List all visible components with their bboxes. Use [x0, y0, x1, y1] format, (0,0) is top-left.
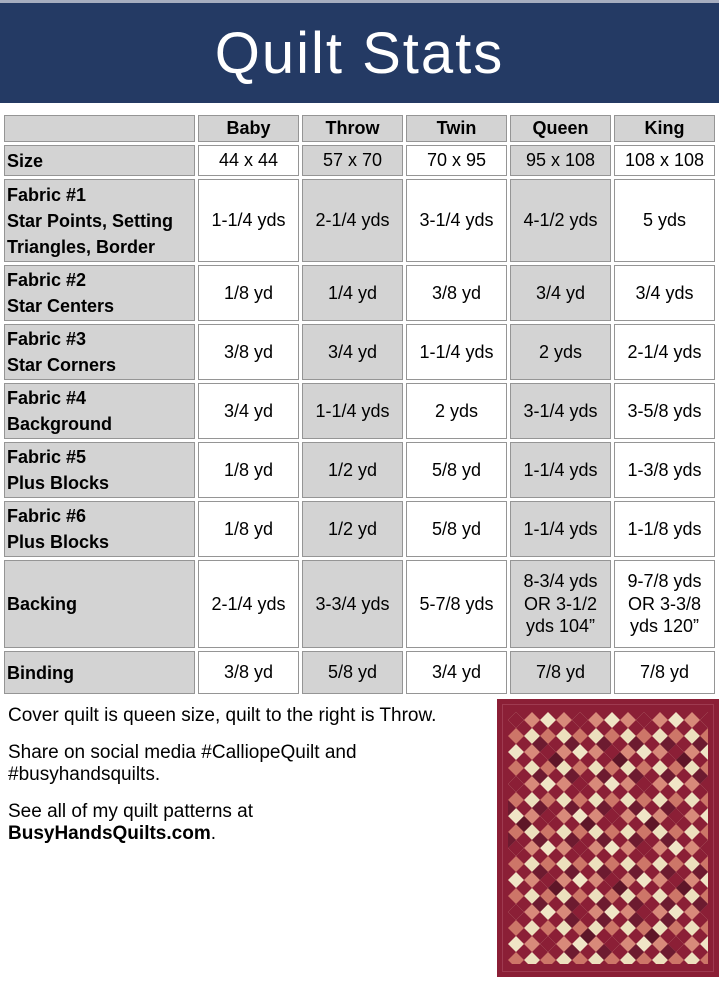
footer	[0, 699, 719, 977]
stats-cell: 2-1/4 yds	[614, 324, 715, 380]
row-label-line: Star Corners	[7, 355, 117, 375]
row-label-line: Star Points, Setting	[7, 210, 174, 231]
corner-cell	[4, 115, 195, 142]
table-row	[4, 651, 715, 694]
column-header: Twin	[406, 115, 507, 142]
site-link: BusyHandsQuilts.com	[8, 823, 211, 845]
column-header: Queen	[510, 115, 611, 142]
stats-cell: 95 x 108	[510, 145, 611, 176]
stats-cell: 9-7/8 yds OR 3-3/8 yds 120”	[614, 560, 715, 648]
stats-cell: 5/8 yd	[302, 651, 403, 694]
page-title: Quilt Stats	[214, 20, 505, 86]
row-label	[4, 265, 195, 321]
notes	[0, 699, 497, 977]
stats-cell: 57 x 70	[302, 145, 403, 176]
cover-note: Cover quilt is queen size, quilt to the right is Throw.	[8, 705, 437, 726]
see-note-suffix: .	[210, 823, 216, 845]
row-label-line: Fabric #2	[7, 270, 87, 290]
stats-table	[1, 112, 718, 697]
stats-cell: 2 yds	[406, 383, 507, 439]
stats-cell: 3/4 yds	[614, 265, 715, 321]
stats-cell: 1/8 yd	[198, 501, 299, 557]
table-row	[4, 179, 715, 262]
stats-cell: 3-5/8 yds	[614, 383, 715, 439]
row-label-line: Fabric #5	[7, 447, 87, 467]
row-label	[4, 324, 195, 380]
row-label-line: Fabric #1	[7, 184, 87, 205]
stats-cell: 3-1/4 yds	[510, 383, 611, 439]
table-row	[4, 145, 715, 176]
title-banner	[0, 3, 719, 103]
stats-cell: 3/4 yd	[302, 324, 403, 380]
table-row	[4, 324, 715, 380]
column-header: King	[614, 115, 715, 142]
stats-cell: 8-3/4 yds OR 3-1/2 yds 104”	[510, 560, 611, 648]
row-label	[4, 501, 195, 557]
row-label-line: Plus Blocks	[7, 532, 110, 552]
stats-cell: 1/8 yd	[198, 265, 299, 321]
stats-cell: 1/2 yd	[302, 501, 403, 557]
row-label	[4, 145, 195, 176]
column-header: Baby	[198, 115, 299, 142]
quilt-image	[497, 699, 719, 977]
row-label	[4, 383, 195, 439]
stats-cell: 3-1/4 yds	[406, 179, 507, 262]
share-note: Share on social media #CalliopeQuilt and #busyhandsquilts.	[8, 742, 357, 786]
row-label-line: Triangles, Border	[7, 236, 156, 257]
row-label-line: Background	[7, 414, 113, 434]
stats-cell: 3/8 yd	[406, 265, 507, 321]
stats-cell: 7/8 yd	[510, 651, 611, 694]
stats-cell: 108 x 108	[614, 145, 715, 176]
stats-cell: 5/8 yd	[406, 501, 507, 557]
stats-cell: 1-1/4 yds	[510, 501, 611, 557]
stats-table-head	[4, 115, 715, 142]
stats-cell: 5/8 yd	[406, 442, 507, 498]
table-row	[4, 265, 715, 321]
stats-cell: 1/2 yd	[302, 442, 403, 498]
stats-cell: 5-7/8 yds	[406, 560, 507, 648]
see-note	[8, 801, 348, 845]
stats-cell: 2 yds	[510, 324, 611, 380]
row-label-line: Plus Blocks	[7, 473, 110, 493]
stats-cell: 1/8 yd	[198, 442, 299, 498]
row-label-line: Star Centers	[7, 296, 115, 316]
row-label-line: Backing	[7, 594, 78, 614]
stats-cell: 3/8 yd	[198, 651, 299, 694]
stats-cell: 7/8 yd	[614, 651, 715, 694]
table-row	[4, 383, 715, 439]
row-label	[4, 442, 195, 498]
stats-table-body	[4, 145, 715, 694]
row-label-line: Fabric #3	[7, 329, 87, 349]
stats-cell: 1/4 yd	[302, 265, 403, 321]
row-label	[4, 560, 195, 648]
row-label-line: Fabric #6	[7, 506, 87, 526]
stats-cell: 4-1/2 yds	[510, 179, 611, 262]
row-label-line: Size	[7, 150, 44, 171]
stats-cell: 3/4 yd	[198, 383, 299, 439]
stats-cell: 1-1/4 yds	[302, 383, 403, 439]
table-row	[4, 560, 715, 648]
stats-cell: 1-1/4 yds	[406, 324, 507, 380]
stats-cell: 1-1/4 yds	[198, 179, 299, 262]
see-note-prefix: See all of my quilt patterns at	[8, 801, 254, 823]
stats-cell: 44 x 44	[198, 145, 299, 176]
stats-cell: 2-1/4 yds	[198, 560, 299, 648]
stats-table-wrap	[0, 112, 719, 697]
table-row	[4, 501, 715, 557]
column-header: Throw	[302, 115, 403, 142]
row-label-line: Binding	[7, 662, 74, 683]
stats-cell: 1-1/4 yds	[510, 442, 611, 498]
row-label	[4, 651, 195, 694]
stats-cell: 3/4 yd	[510, 265, 611, 321]
stats-cell: 70 x 95	[406, 145, 507, 176]
row-label-line: Fabric #4	[7, 388, 87, 408]
table-row	[4, 442, 715, 498]
row-label	[4, 179, 195, 262]
stats-cell: 3/8 yd	[198, 324, 299, 380]
stats-cell: 3-3/4 yds	[302, 560, 403, 648]
stats-cell: 3/4 yd	[406, 651, 507, 694]
stats-cell: 2-1/4 yds	[302, 179, 403, 262]
stats-cell: 5 yds	[614, 179, 715, 262]
stats-cell: 1-3/8 yds	[614, 442, 715, 498]
stats-cell: 1-1/8 yds	[614, 501, 715, 557]
